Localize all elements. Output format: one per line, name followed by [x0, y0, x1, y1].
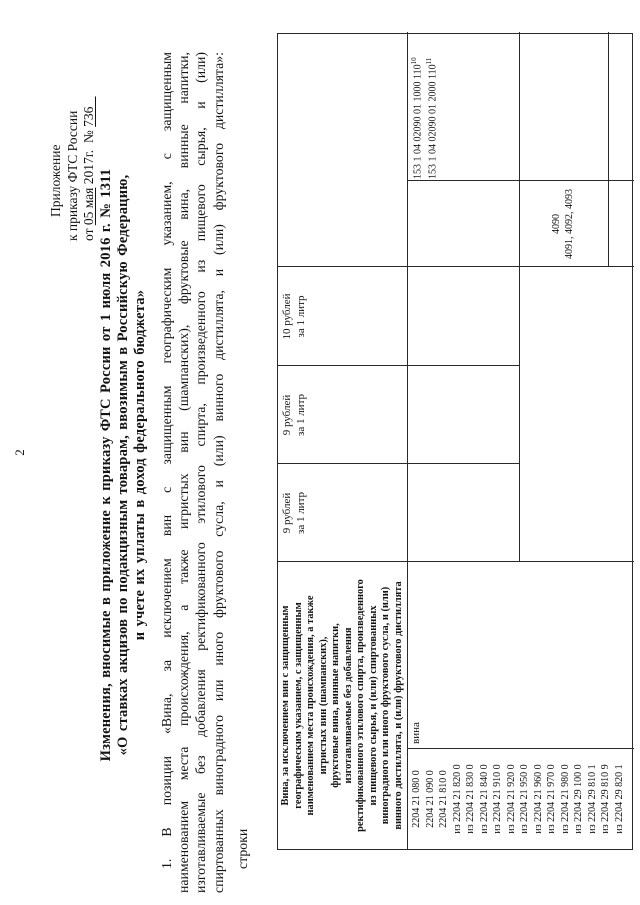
paragraph-line: 1. В позиции «Вина, за исключением вин с защищенным географическим указанием, с защищенным	[159, 52, 174, 869]
paragraph-line: наименованием места происхождения, а также игристых вин (шампанских), фруктовые вина, винные напитки,	[176, 52, 192, 893]
appendix-line-2: к приказу ФТС России	[64, 110, 80, 241]
rate-header-cell-2	[278, 366, 407, 464]
appendix-order-number	[81, 96, 96, 126]
tnved-code: из 2204 21 920 0	[505, 764, 517, 834]
rate-unit: за 1 литр	[294, 491, 307, 535]
kbk-line	[409, 32, 424, 179]
goods-header-line: наименованием места происхождения, а также	[305, 595, 317, 816]
payment-code-line: 4091, 4092, 4093	[563, 189, 575, 259]
tnved-code: 2204 21 080 0	[411, 770, 422, 828]
appendix-header-block	[48, 31, 98, 241]
appendix-line-3	[81, 31, 98, 241]
tnved-code: из 2204 21 910 0	[492, 764, 503, 834]
goods-header-line: географическим указанием, с защищенным	[292, 602, 304, 809]
goods-header-cell	[278, 562, 407, 849]
amendment-paragraph	[158, 52, 227, 893]
goods-header-line: изготавливаемые без добавления	[342, 627, 354, 784]
tnved-code: из 2204 29 100 0	[573, 764, 584, 834]
appendix-order-number-value: 736	[81, 106, 96, 127]
tnved-code: из 2204 21 970 0	[546, 764, 557, 834]
goods-header-line: игристых вин (шампанских),	[317, 636, 329, 775]
rows-label: строки	[235, 828, 250, 869]
tnved-code: 2204 21 810 0	[438, 770, 449, 828]
title-line-3: и учете их уплаты в доход федерального бюджета»	[132, 289, 149, 641]
goods-header-line: ректификованного этилового спирта, произведенного	[355, 579, 367, 832]
tnved-codes-cell	[407, 749, 634, 849]
payment-code-line: 4090	[551, 214, 562, 234]
tnved-code: из 2204 21 960 0	[532, 764, 544, 834]
tnved-code: из 2204 21 950 0	[519, 764, 530, 834]
table-rule-h-row2	[519, 32, 520, 562]
appendix-number-sign: №	[81, 130, 96, 144]
paragraph-line: изготавливаемые без добавления ректификованного этилового спирта, произведенного из пищевого сырья, и (или)	[193, 52, 209, 893]
kbk-footnote-marker: 11	[425, 57, 434, 65]
rate-value: 9 рублей	[281, 394, 293, 436]
tnved-code: из 2204 21 830 0	[465, 764, 476, 834]
page-number: 2	[12, 449, 27, 456]
tnved-code: из 2204 29 810 1	[586, 764, 598, 834]
tnved-code: из 2204 29 820 1	[613, 764, 625, 834]
goods-name-cell: вина	[410, 722, 422, 744]
appendix-year: 2017г.	[81, 149, 96, 185]
rate-unit: за 1 литр	[294, 295, 307, 338]
title-line-2: «О ставках акцизов по подакцизным товарам, ввозимым в Российскую Федерацию,	[115, 174, 132, 756]
appendix-line-1: Приложение	[48, 144, 63, 217]
goods-header-line: фруктовые вина, винные напитки,	[330, 623, 342, 788]
rate-value: 10 рублей	[281, 293, 293, 340]
title-line-1: Изменения, вносимые в приложение к приказу ФТС России от 1 июля 2016 г. № 1311	[98, 168, 114, 762]
kbk-line	[424, 32, 439, 179]
tnved-code: из 2204 29 810 9	[600, 764, 611, 834]
goods-header-line: винного дистиллята, и (или) фруктового дистиллята	[392, 581, 404, 830]
document-title	[98, 53, 150, 877]
kbk-code: 153 1 04 02090 01 2000 110	[427, 64, 439, 179]
tnved-code: из 2204 21 980 0	[559, 764, 571, 834]
goods-header-line: виноградного или иного фруктового сусла, и (или)	[380, 586, 392, 825]
tnved-code: из 2204 21 840 0	[478, 764, 490, 834]
appendix-date-prefix: от	[81, 228, 96, 241]
rate-unit: за 1 литр	[294, 393, 307, 437]
goods-header-line: Вина, за исключением вин с защищенным	[280, 605, 291, 806]
rate-header-cell-3	[278, 267, 407, 366]
payment-codes-cell	[519, 181, 608, 267]
table-rule-h-row3	[608, 32, 609, 267]
rate-value: 9 рублей	[281, 492, 293, 534]
goods-header-line: из пищевого сырья, и (или) спиртованных	[367, 605, 379, 806]
kbk-code: 153 1 04 02090 01 1000 110	[412, 64, 424, 179]
kbk-footnote-marker: 10	[410, 57, 418, 65]
paragraph-line: спиртованных виноградного или иного фруктового сусла, и (или) винного дистиллята, и (или) фруктового дистиллята»:	[210, 52, 226, 893]
excise-rates-table	[277, 33, 633, 850]
tnved-code: 2204 21 090 0	[424, 770, 436, 828]
kbk-cell	[407, 32, 519, 181]
tnved-code: из 2204 21 820 0	[451, 764, 463, 834]
rate-header-cell-1	[278, 464, 407, 562]
appendix-date-value: 05 мая	[81, 187, 96, 226]
